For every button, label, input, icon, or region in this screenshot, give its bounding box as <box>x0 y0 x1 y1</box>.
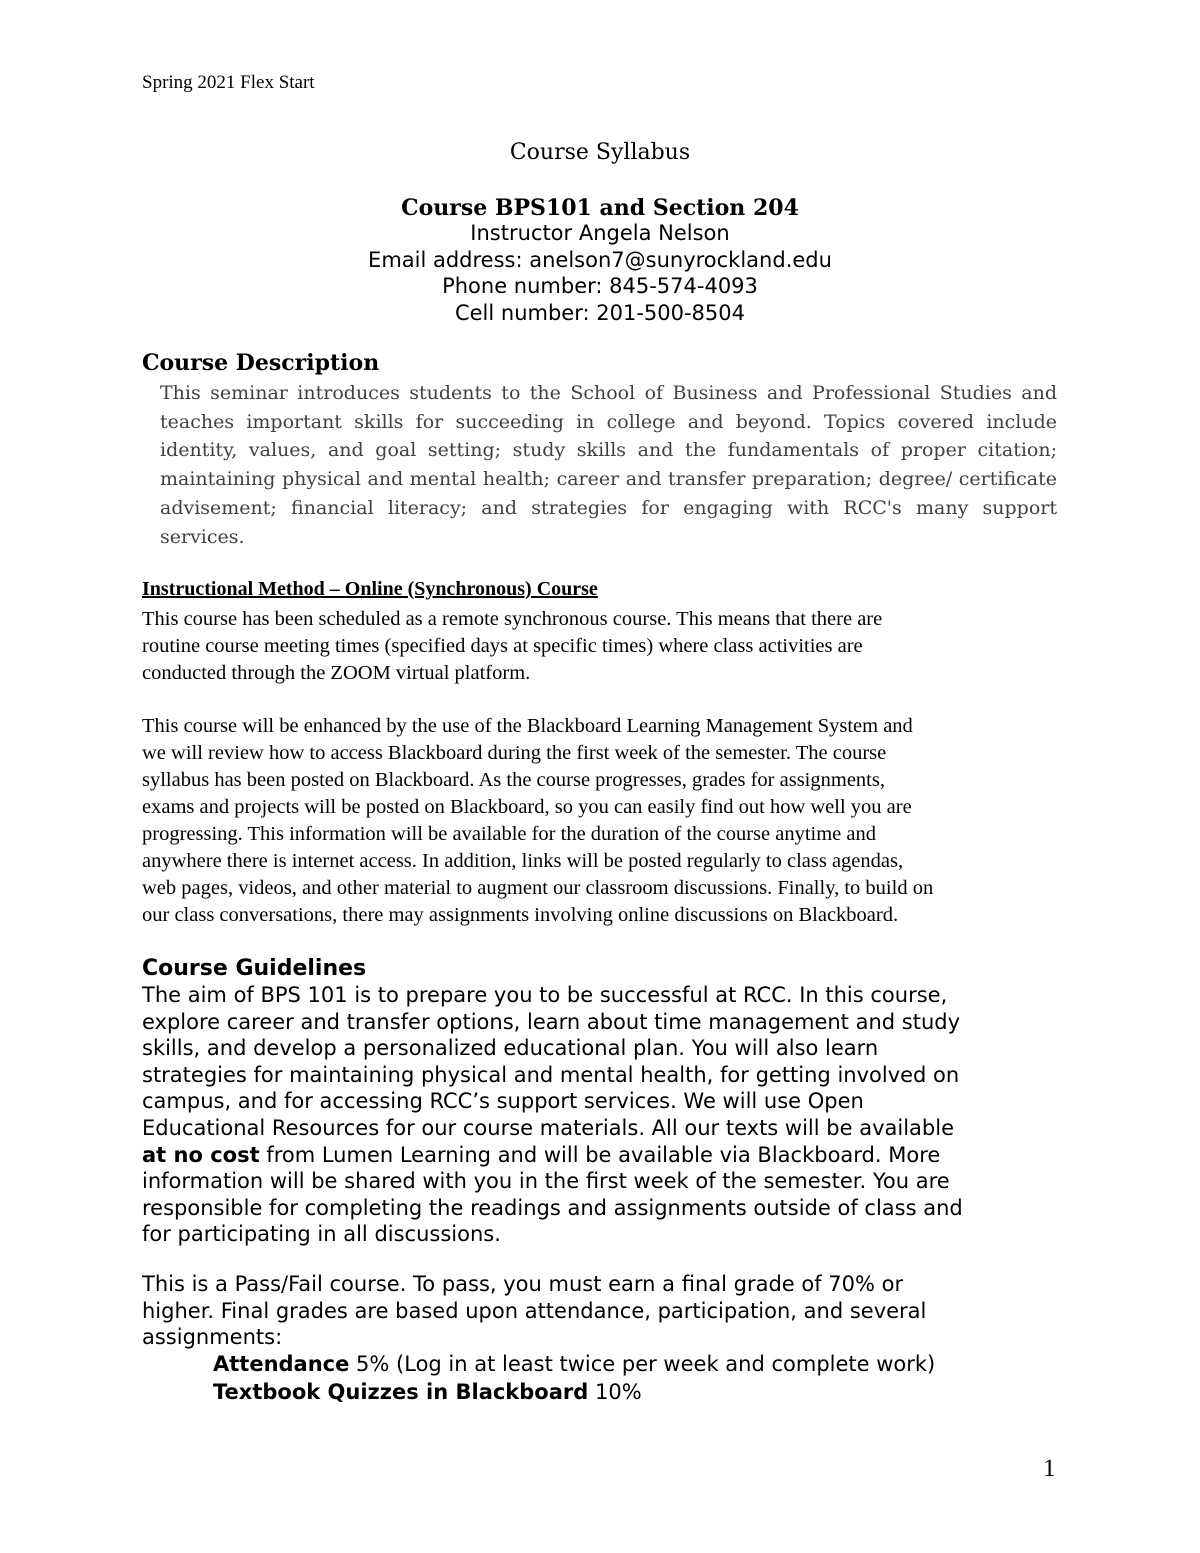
text-span: from Lumen Learning and will be available via Blackboard. More <box>259 1142 941 1167</box>
course-guidelines-heading: Course Guidelines <box>142 956 367 981</box>
text-line: This course has been scheduled as a remote synchronous course. This means that there are <box>142 608 883 630</box>
grading-item-label: Attendance <box>213 1352 350 1376</box>
grading-item-label: Textbook Quizzes in Blackboard <box>213 1380 589 1404</box>
grading-item-detail: 5% (Log in at least twice per week and complete work) <box>349 1352 936 1376</box>
text-line: This course will be enhanced by the use of the Blackboard Learning Management System and <box>142 715 913 737</box>
grading-item <box>213 1378 935 1406</box>
method-paragraph-2 <box>142 713 1072 929</box>
text-line: explore career and transfer options, learn about time management and study <box>142 1009 961 1034</box>
text-line: Educational Resources for our course materials. All our texts will be available <box>142 1115 954 1140</box>
page-number: 1 <box>1043 1455 1056 1482</box>
text-line: strategies for maintaining physical and mental health, for getting involved on <box>142 1062 960 1087</box>
grading-list <box>213 1350 935 1406</box>
page-header: Spring 2021 Flex Start <box>142 72 315 93</box>
text-line: we will review how to access Blackboard during the first week of the semester. The course <box>142 742 887 764</box>
instructional-method-heading: Instructional Method – Online (Synchronous) Course <box>142 578 598 600</box>
method-paragraph-1 <box>142 606 1072 687</box>
course-description-heading: Course Description <box>142 350 380 376</box>
grading-item <box>213 1350 935 1378</box>
text-line: anywhere there is internet access. In addition, links will be posted regularly to class agendas, <box>142 850 904 872</box>
text-line: responsible for completing the readings and assignments outside of class and <box>142 1195 963 1220</box>
text-line: higher. Final grades are based upon attendance, participation, and several <box>142 1298 927 1323</box>
contact-block <box>0 220 1200 326</box>
course-description-text: This seminar introduces students to the School of Business and Professional Studies and teaches important skills for succeeding in college and beyond. Topics covered include identity, values, and goal setting; study skills and the fundamentals of proper citation; maintaining physical and mental health; career and transfer preparation; degree/ certificate advisement; financial literacy; and strategies for engaging with RCC's many support services. <box>160 382 1057 548</box>
text-line: exams and projects will be posted on Blackboard, so you can easily find out how well you are <box>142 796 912 818</box>
text-line: syllabus has been posted on Blackboard. As the course progresses, grades for assignments, <box>142 769 885 791</box>
course-section-line: Course BPS101 and Section 204 <box>401 195 799 221</box>
text-line: routine course meeting times (specified days at specific times) where class activities are <box>142 635 863 657</box>
text-line: web pages, videos, and other material to augment our classroom discussions. Finally, to build on <box>142 877 934 899</box>
text-line: conducted through the ZOOM virtual platform. <box>142 662 531 684</box>
grading-item-detail: 10% <box>588 1380 642 1404</box>
text-line: skills, and develop a personalized educational plan. You will also learn <box>142 1036 879 1061</box>
text-line: progressing. This information will be available for the duration of the course anytime and <box>142 823 877 845</box>
guidelines-paragraph-1 <box>142 982 1062 1248</box>
text-line: information will be shared with you in the first week of the semester. You are <box>142 1169 950 1194</box>
email-line: Email address: anelson7@sunyrockland.edu <box>368 247 832 272</box>
instructor-line: Instructor Angela Nelson <box>470 221 730 245</box>
cell-line: Cell number: 201-500-8504 <box>454 300 746 325</box>
text-line: The aim of BPS 101 is to prepare you to be successful at RCC. In this course, <box>142 983 948 1007</box>
text-line: for participating in all discussions. <box>142 1222 501 1247</box>
text-line: campus, and for accessing RCC’s support services. We will use Open <box>142 1089 864 1114</box>
text-line: assignments: <box>142 1325 283 1350</box>
pass-fail-paragraph <box>142 1271 1062 1351</box>
text-line: This is a Pass/Fail course. To pass, you must earn a final grade of 70% or <box>142 1272 904 1296</box>
no-cost-emphasis: at no cost <box>142 1142 260 1167</box>
text-line: our class conversations, there may assignments involving online discussions on Blackboard. <box>142 904 899 926</box>
phone-line: Phone number: 845-574-4093 <box>442 274 758 298</box>
text-line <box>142 1142 1062 1169</box>
document-title: Course Syllabus <box>509 140 691 165</box>
